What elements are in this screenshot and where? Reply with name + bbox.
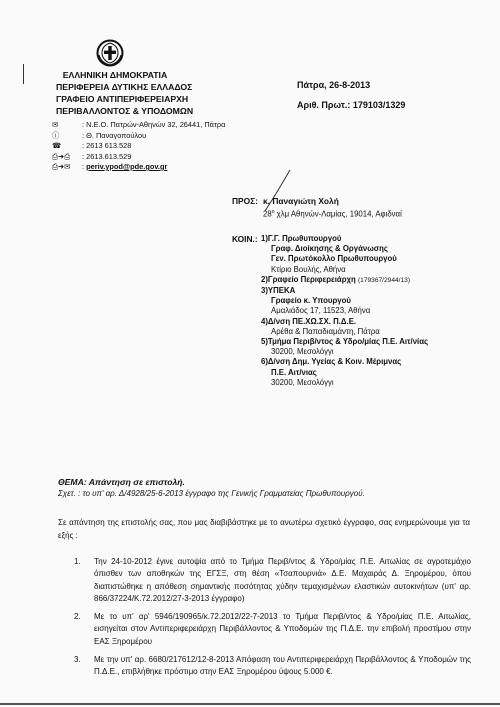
cc-line: 6)Δ/νση Δημ. Υγείας & Κοιν. Μέριμνας	[261, 357, 402, 367]
cc-line: 2)Γραφείο Περιφερειάρχη (179367/2944/13)	[261, 274, 411, 284]
place-date: Πάτρα, 26-8-2013	[297, 80, 371, 90]
contact-address-row	[52, 120, 225, 131]
recipient-name: κ. Παναγιώτη Χολή	[263, 196, 339, 206]
cc-line: Αμαλιάδος 17, 11523, Αθήνα	[271, 306, 371, 316]
organization-header	[56, 69, 194, 117]
fax-icon: ⎙➜⎙	[52, 151, 71, 161]
list-item: 3. Με την υπ' αρ. 6680/217612/12-8-2013 Απόφαση του Αντιπεριφερειάρχη Περιβάλλοντος & Υποδομών της Π.Δ.Ε., επιβλήθηκε πρόστιμο στην ΕΑΣ Ξηρομέρου ύψους 5.000 €.	[74, 655, 471, 677]
info-icon: ⓘ	[52, 130, 60, 140]
cc-line: 5)Τμήμα Περιβ/ντος & Υδρο/μίας Π.Ε. Αιτ/νίας	[261, 337, 429, 347]
contact-info: : Θ. Παναγοπούλου	[82, 130, 147, 140]
phone-icon: ☎	[52, 141, 62, 150]
cc-line: 4)Δ/νση ΠΕ.ΧΩ.ΣΧ. Π.Δ.Ε.	[261, 316, 357, 326]
scan-edge	[0, 703, 500, 705]
margin-mark	[23, 64, 24, 84]
cc-line: Γεν. Πρωτόκολλο Πρωθυπουργού	[271, 254, 397, 264]
cc-list	[261, 234, 428, 388]
cc-line: 30200, Μεσολόγγι	[271, 347, 334, 357]
cc-label: ΚΟΙΝ.:	[232, 234, 258, 244]
org-line: ΠΕΡΙΒΑΛΛΟΝΤΟΣ & ΥΠΟΔΟΜΩΝ	[56, 106, 194, 116]
email-icon: ⎙➜✉	[52, 162, 71, 171]
org-line: ΠΕΡΙΦΕΡΕΙΑ ΔΥΤΙΚΗΣ ΕΛΛΑΔΟΣ	[56, 82, 193, 92]
contact-email-link[interactable]: periv.ypod@pde.gov.gr	[86, 162, 168, 171]
envelope-icon: ✉	[52, 120, 59, 129]
recipient-label: ΠΡΟΣ:	[232, 196, 258, 206]
coat-of-arms-icon	[96, 39, 124, 67]
contact-info-row	[52, 131, 225, 142]
subject-title: ΘΕΜΑ: Απάντηση σε επιστολή.	[58, 477, 185, 487]
list-item: 2. Με το υπ' αρ' 5946/190965/κ.72.2012/22-7-2013 το Τμήμα Περιβ/ντος & Υδρο/μίας Π.Ε. Αιτωλίας, εισηγείται στον Αντιπεριφερειάρχη Περιβάλλοντος & Υποδομών της Π.Δ.Ε. την επιβολή προστίμου στην ΕΑΣ Ξηρομέρου	[74, 612, 471, 646]
list-item: 1. Την 24-10-2012 έγινε αυτοψία από το Τμήμα Περιβ/ντος & Υδρο/μίας Π.Ε. Αιτωλίας σε αγροτεμάχιο όπισθεν των αποθηκών της ΕΓΣΞ, στη θέση «Τσαπουρνιά» Δ.Ε. Μαχαιράς Δ. Ξηρομέρου, όπου διαπιστώθηκε η απόθεση σημαντικής ποσότητας χύδην τεμαχισμένων ελαστικών αυτοκινήτων (υπ' αρ. 866/37224/Κ.72.2012/27-3-2013 έγγραφο)	[74, 557, 471, 603]
numbered-list	[74, 556, 471, 685]
contact-phone: : 2613 613.528	[82, 141, 132, 150]
contact-fax: : 2613.613.529	[82, 151, 132, 161]
contact-block	[52, 120, 225, 173]
cc-line: 3)ΥΠΕΚΑ	[261, 286, 296, 296]
contact-fax-row	[52, 152, 225, 163]
org-line: ΓΡΑΦΕΙΟ ΑΝΤΙΠΕΡΙΦΕΡΕΙΑΡΧΗ	[56, 94, 189, 104]
intro-paragraph: Σε απάντηση της επιστολής σας, που μας διαβιβάστηκε με το ανωτέρω σχετικό έγγραφο, σας ενημερώνουμε για τα εξής :	[58, 518, 470, 540]
contact-email-prefix: :	[82, 162, 87, 171]
org-line: ΕΛΛΗΝΙΚΗ ΔΗΜΟΚΡΑΤΙΑ	[62, 70, 168, 80]
protocol-number: Αριθ. Πρωτ.: 179103/1329	[297, 100, 406, 110]
cc-line: 30200, Μεσολόγγι	[271, 377, 334, 387]
handwritten-mark	[255, 168, 295, 213]
cc-line: Γραφ. Διοίκησης & Οργάνωσης	[271, 244, 388, 254]
cc-line: Π.Ε. Αιτ/νιας	[271, 367, 317, 377]
recipient-address: $28^o$ χλμ Αθηνών-Λαμίας, 19014, Αφιδναί	[263, 209, 402, 219]
subject-reference: Σχετ. : το υπ' αρ. Δ/4928/25-6-2013 έγγραφο της Γενικής Γραμματείας Πρωθυπουργού.	[58, 489, 365, 498]
cc-line: Γραφείο κ. Υπουργού	[271, 296, 351, 306]
contact-phone-row	[52, 141, 225, 152]
contact-email-row	[52, 162, 225, 173]
cc-line: Αρέθα & Παπαδιαμάντη, Πάτρα	[271, 326, 380, 336]
contact-address: : Ν.Ε.Ο. Πατρών-Αθηνών 32, 26441, Πάτρα	[82, 120, 226, 129]
cc-line: Κτίριο Βουλής, Αθήνα	[271, 264, 346, 274]
cc-line: 1)Γ.Γ. Πρωθυπουργού	[261, 234, 342, 243]
